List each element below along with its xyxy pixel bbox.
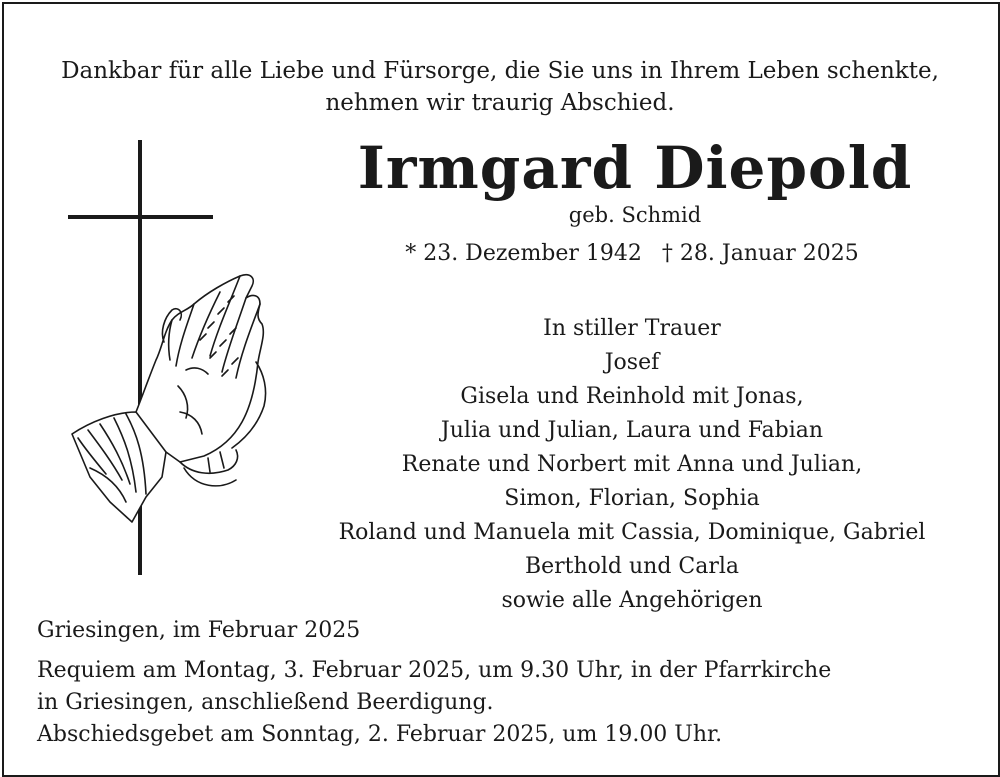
service-line: Requiem am Montag, 3. Februar 2025, um 9.30 Uhr, in der Pfarrkirche — [37, 658, 832, 683]
mourners-heading: In stiller Trauer — [543, 316, 721, 341]
maiden-name: geb. Schmid — [568, 203, 702, 227]
mourner-line: Simon, Florian, Sophia — [504, 486, 760, 511]
birth-date: * 23. Dezember 1942 — [405, 241, 642, 266]
deceased-name: Irmgard Diepold — [357, 134, 913, 202]
life-dates — [300, 237, 964, 271]
intro-line-2: nehmen wir traurig Abschied. — [325, 90, 675, 116]
intro-line-1: Dankbar für alle Liebe und Fürsorge, die Sie uns in Ihrem Leben schenkte, — [61, 58, 939, 84]
mourner-line: Gisela und Reinhold mit Jonas, — [460, 384, 804, 409]
mourner-line: Josef — [604, 350, 660, 375]
service-info — [37, 655, 831, 751]
death-date: † 28. Januar 2025 — [661, 241, 859, 266]
mourner-line: Roland und Manuela mit Cassia, Dominique, Gabriel — [338, 520, 926, 545]
mourner-line: Julia und Julian, Laura und Fabian — [440, 418, 824, 443]
service-line: in Griesingen, anschließend Beerdigung. — [37, 690, 494, 715]
intro-text — [0, 55, 1000, 119]
mourner-line: sowie alle Angehörigen — [501, 588, 763, 613]
mourner-line: Berthold und Carla — [524, 554, 740, 579]
mourners-list — [300, 312, 964, 618]
praying-hands-icon — [60, 262, 280, 532]
mourner-line: Renate und Norbert mit Anna und Julian, — [401, 452, 863, 477]
place-date: Griesingen, im Februar 2025 — [37, 618, 361, 643]
service-line: Abschiedsgebet am Sonntag, 2. Februar 2025, um 19.00 Uhr. — [37, 722, 723, 747]
